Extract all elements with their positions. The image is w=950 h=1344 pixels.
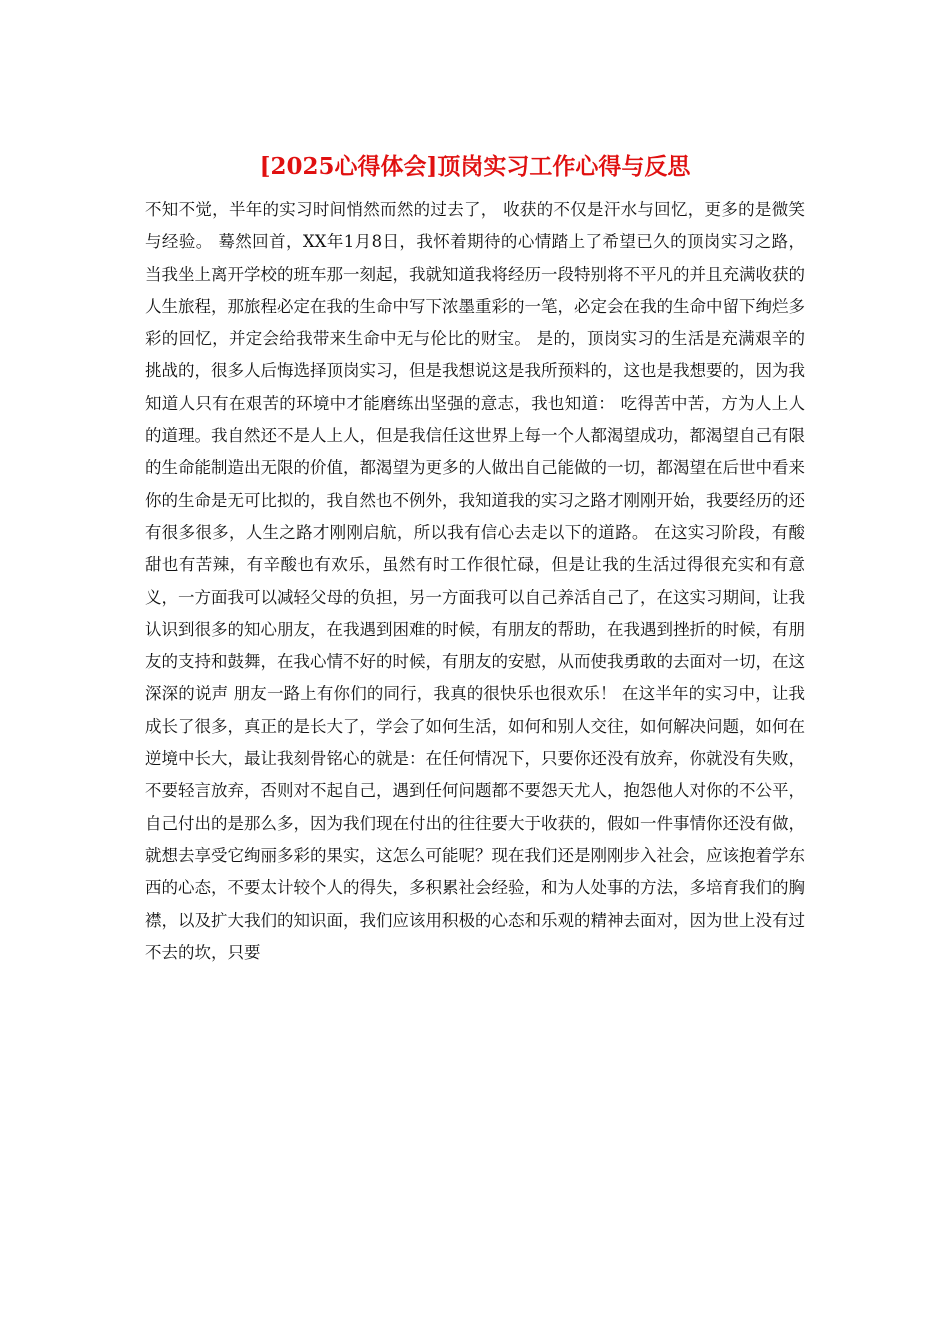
- document-title: [2025心得体会]顶岗实习工作心得与反思: [259, 153, 691, 180]
- document-body-paragraph: 不知不觉，半年的实习时间悄然而然的过去了， 收获的不仅是汗水与回忆，更多的是微笑与经验。 蓦然回首，XX年1月8日，我怀着期待的心情踏上了希望已久的顶岗实习之路，当我坐上离开学校的班车那一刻起，我就知道我将经历一段特别将不平凡的并且充满收获的人生旅程，那旅程必定在我的生命中写下浓墨重彩的一笔，必定会在我的生命中留下绚烂多彩的回忆，并定会给我带来生命中无与伦比的财宝。 是的，顶岗实习的生活是充满艰辛的挑战的，很多人后悔选择顶岗实习，但是我想说这是我所预料的，这也是我想要的，因为我知道人只有在艰苦的环境中才能磨练出坚强的意志，我也知道： 吃得苦中苦，方为人上人 的道理。我自然还不是人上人，但是我信任这世界上每一个人都渴望成功，都渴望自己有限的生命能制造出无限的价值，都渴望为更多的人做出自己能做的一切，都渴望在后世中看来你的生命是无可比拟的，我自然也不例外，我知道我的实习之路才刚刚开始，我要经历的还有很多很多，人生之路才刚刚启航，所以我有信心去走以下的道路。 在这实习阶段，有酸甜也有苦辣，有辛酸也有欢乐，虽然有时工作很忙碌，但是让我的生活过得很充实和有意义，一方面我可以减轻父母的负担，另一方面我可以自己养活自己了，在这实习期间，让我认识到很多的知心朋友，在我遇到困难的时候，有朋友的帮助，在我遇到挫折的时候，有朋友的支持和鼓舞，在我心情不好的时候，有朋友的安慰，从而使我勇敢的去面对一切，在这深深的说声 朋友一路上有你们的同行，我真的很快乐也很欢乐！ 在这半年的实习中，让我成长了很多，真正的是长大了，学会了如何生活，如何和别人交往，如何解决问题，如何在逆境中长大，最让我刻骨铭心的就是：在任何情况下，只要你还没有放弃，你就没有失败，不要轻言放弃，否则对不起自己，遇到任何问题都不要怨天尤人，抱怨他人对你的不公平，自己付出的是那么多，因为我们现在付出的往往要大于收获的，假如一件事情你还没有做，就想去享受它绚丽多彩的果实，这怎么可能呢？现在我们还是刚刚步入社会，应该抱着学东西的心态，不要太计较个人的得失，多积累社会经验，和为人处事的方法，多培育我们的胸襟，以及扩大我们的知识面，我们应该用积极的心态和乐观的精神去面对，因为世上没有过不去的坎，只要: [145, 200, 805, 962]
